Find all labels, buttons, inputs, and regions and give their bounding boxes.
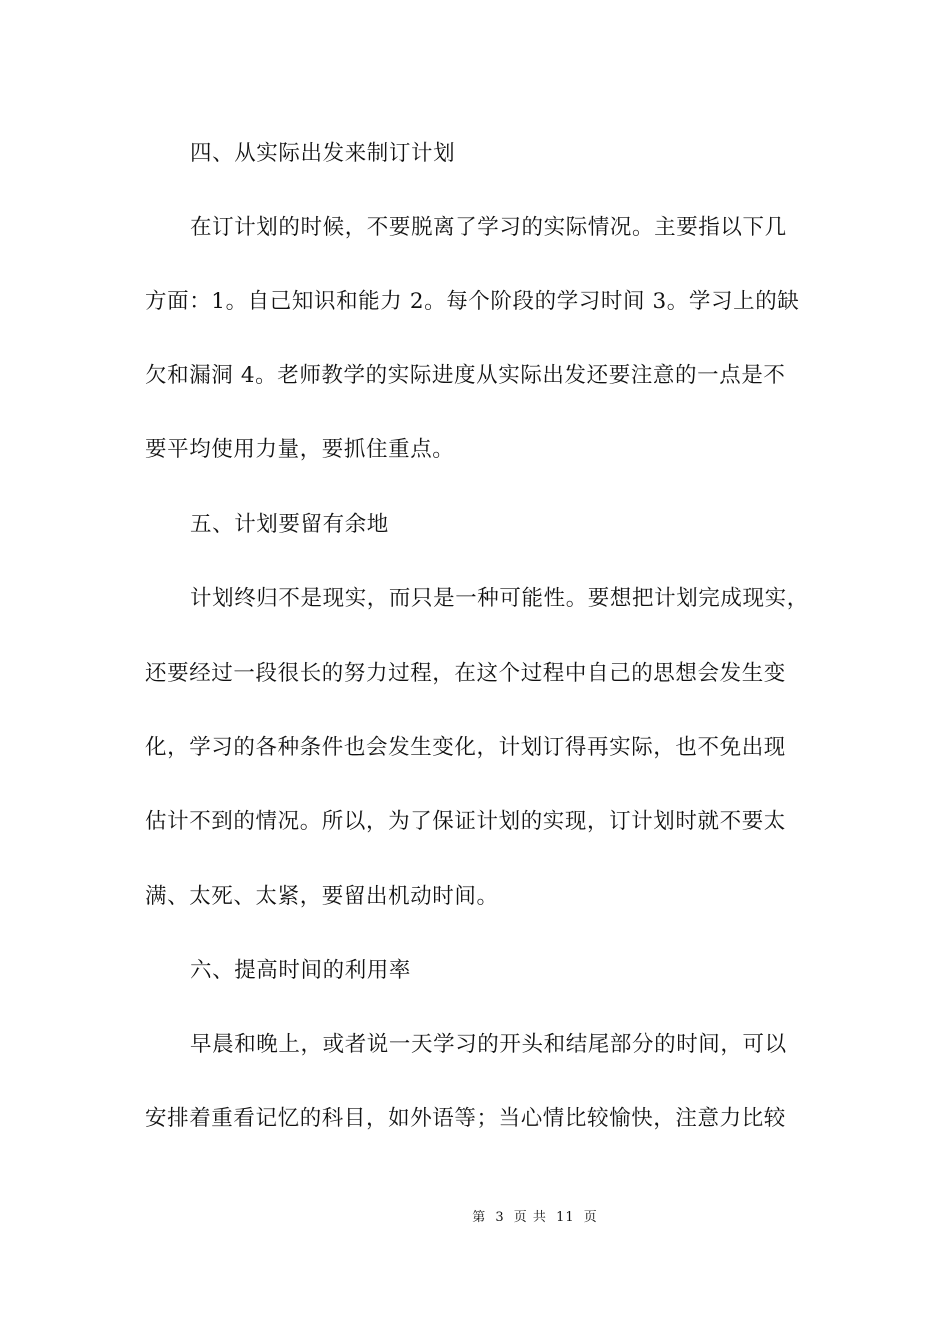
- footer-total-pages: 11: [556, 1210, 575, 1225]
- footer-suffix: 页: [583, 1210, 598, 1225]
- paragraph-line: 早晨和晚上，或者说一天学习的开头和结尾部分的时间，可以: [190, 1032, 787, 1057]
- paragraph-line: 计划终归不是现实，而只是一种可能性。要想把计划完成现实，: [190, 586, 809, 611]
- paragraph-line: 方面：1。自己知识和能力 2。每个阶段的学习时间 3。学习上的缺: [145, 289, 800, 314]
- paragraph-line: 满、太死、太紧，要留出机动时间。: [145, 884, 499, 909]
- footer-current-page: 3: [495, 1210, 505, 1225]
- paragraph-line: 估计不到的情况。所以，为了保证计划的实现，订计划时就不要太: [145, 809, 786, 834]
- paragraph-line: 还要经过一段很长的努力过程，在这个过程中自己的思想会发生变: [145, 661, 786, 686]
- paragraph-line: 在订计划的时候，不要脱离了学习的实际情况。主要指以下几: [190, 215, 787, 240]
- page-footer: [0, 1208, 950, 1228]
- paragraph-line: 欠和漏洞 4。老师教学的实际进度从实际出发还要注意的一点是不: [145, 363, 786, 388]
- paragraph-line: 化，学习的各种条件也会发生变化，计划订得再实际，也不免出现: [145, 735, 786, 760]
- heading-section-5: 五、计划要留有余地: [190, 512, 389, 537]
- heading-section-6: 六、提高时间的利用率: [190, 958, 412, 983]
- paragraph-line: 安排着重看记忆的科目，如外语等；当心情比较愉快，注意力比较: [145, 1106, 786, 1131]
- footer-prefix: 第: [472, 1210, 487, 1225]
- paragraph-line: 要平均使用力量，要抓住重点。: [145, 437, 455, 462]
- heading-section-4: 四、从实际出发来制订计划: [190, 141, 456, 166]
- footer-middle: 页 共: [513, 1210, 547, 1225]
